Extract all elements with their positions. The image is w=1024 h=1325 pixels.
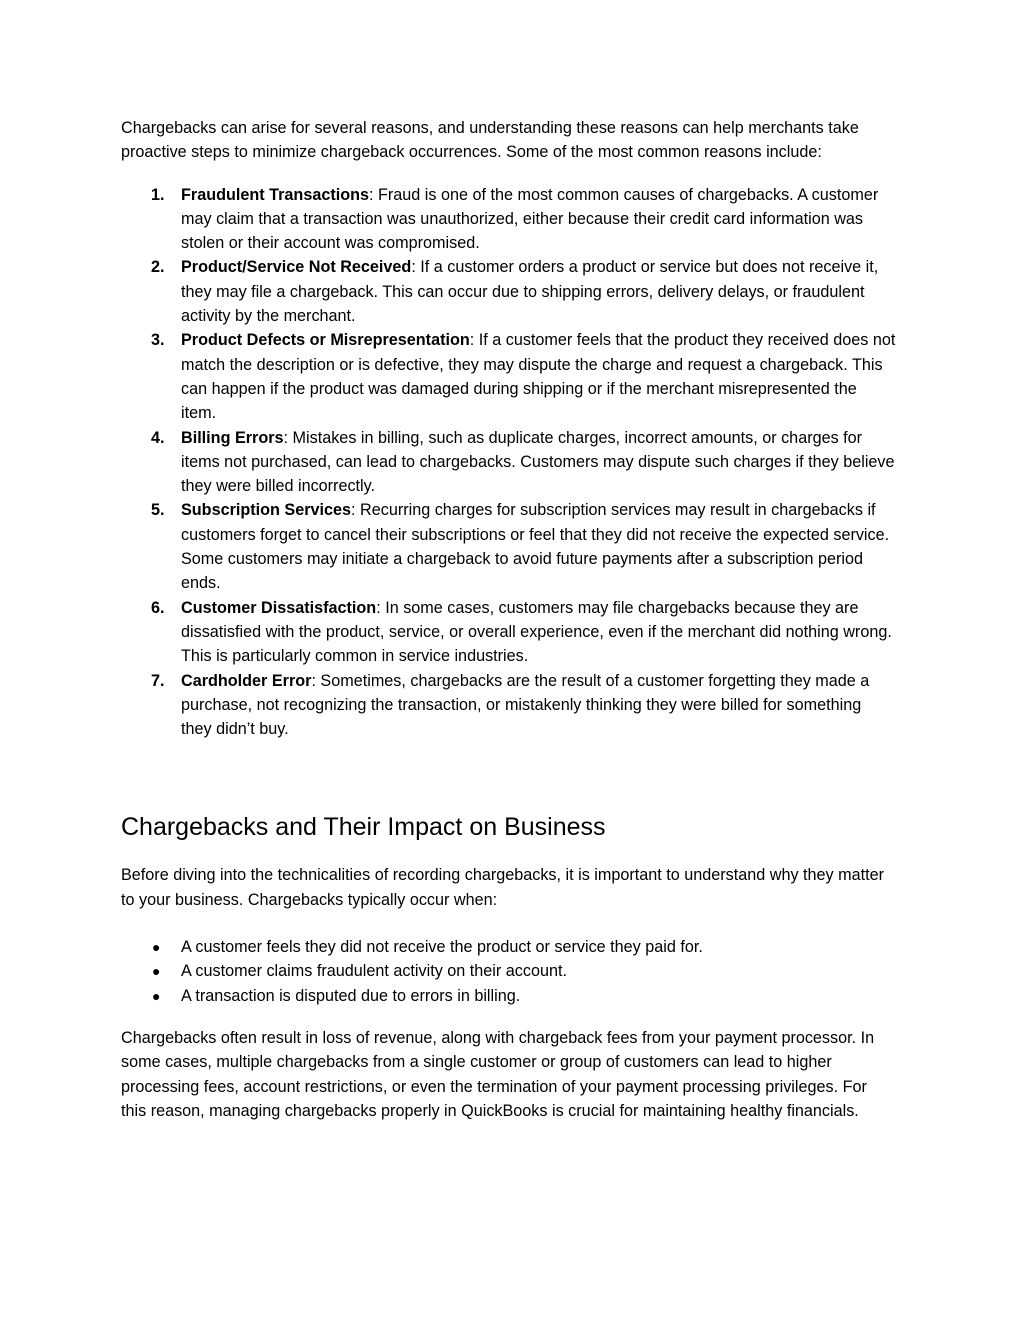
bullet-list [121, 935, 896, 1008]
list-item [121, 498, 896, 595]
list-item [121, 596, 896, 669]
reason-term: Product/Service Not Received [181, 258, 412, 277]
reason-term: Subscription Services [181, 501, 352, 520]
list-item [121, 255, 896, 328]
reason-term: Billing Errors [181, 428, 284, 447]
bullet-dot-icon: ● [152, 987, 161, 1004]
list-item [121, 183, 896, 256]
section-heading: Chargebacks and Their Impact on Business [121, 813, 606, 842]
reason-text: : Recurring charges for subscription services may result in chargebacks if customers forget to cancel their subscriptions or feel that they did not receive the expected service. Some customers may initiate a chargeback to avoid future payments after a subscription period ends. [181, 501, 890, 593]
section-intro-paragraph: Before diving into the technicalities of recording chargebacks, it is important to understand why they matter to your business. Chargebacks typically occur when: [121, 866, 885, 909]
reason-text: : Fraud is one of the most common causes of chargebacks. A customer may claim that a transaction was unauthorized, either because their credit card information was stolen or their account was compromised. [181, 185, 879, 253]
bullet-item [121, 984, 896, 1008]
bullet-text: A transaction is disputed due to errors in billing. [181, 986, 521, 1005]
bullet-item [121, 935, 896, 959]
reason-text: : If a customer feels that the product they received does not match the description or is defective, they may dispute the charge and request a chargeback. This can happen if the product was damaged during shipping or if the merchant misrepresented the item. [181, 331, 896, 423]
reason-term: Fraudulent Transactions [181, 185, 369, 204]
reason-text: : Sometimes, chargebacks are the result of a customer forgetting they made a purchase, not recognizing the transaction, or mistakenly thinking they were billed for something they didn’t buy. [181, 671, 870, 739]
reasons-list [121, 183, 896, 742]
reason-text: : If a customer orders a product or service but does not receive it, they may file a chargeback. This can occur due to shipping errors, delivery delays, or fraudulent activity by the merchant. [181, 258, 879, 326]
list-number: 2. [151, 258, 165, 277]
bullet-text: A customer claims fraudulent activity on their account. [181, 962, 567, 981]
bullet-text: A customer feels they did not receive the product or service they paid for. [181, 938, 703, 957]
list-item [121, 328, 896, 425]
list-number: 5. [151, 501, 165, 520]
list-item [121, 426, 896, 499]
list-number: 4. [151, 428, 165, 447]
reason-term: Cardholder Error [181, 671, 312, 690]
reason-text: : Mistakes in billing, such as duplicate charges, incorrect amounts, or charges for items not purchased, can lead to chargebacks. Customers may dispute such charges if they believe they were billed incorrectly. [181, 428, 895, 496]
bullet-dot-icon: ● [152, 939, 161, 956]
bullet-dot-icon: ● [152, 963, 161, 980]
list-number: 3. [151, 331, 165, 350]
bullet-item [121, 959, 896, 983]
document-page [121, 116, 896, 1123]
list-number: 7. [151, 671, 165, 690]
reason-term: Product Defects or Misrepresentation [181, 331, 470, 350]
reason-text: : In some cases, customers may file chargebacks because they are dissatisfied with the product, service, or overall experience, even if the merchant did nothing wrong. This is particularly common in service industries. [181, 598, 892, 666]
list-number: 1. [151, 185, 165, 204]
closing-paragraph: Chargebacks often result in loss of revenue, along with chargeback fees from your payment processor. In some cases, multiple chargebacks from a single customer or group of customers can lead to higher processing fees, account restrictions, or even the termination of your payment processing privileges. For this reason, managing chargebacks properly in QuickBooks is crucial for maintaining healthy financials. [121, 1028, 875, 1120]
reason-term: Customer Dissatisfaction [181, 598, 377, 617]
list-item [121, 669, 896, 742]
intro-paragraph: Chargebacks can arise for several reasons, and understanding these reasons can help merchants take proactive steps to minimize chargeback occurrences. Some of the most common reasons include: [121, 119, 859, 162]
list-number: 6. [151, 598, 165, 617]
